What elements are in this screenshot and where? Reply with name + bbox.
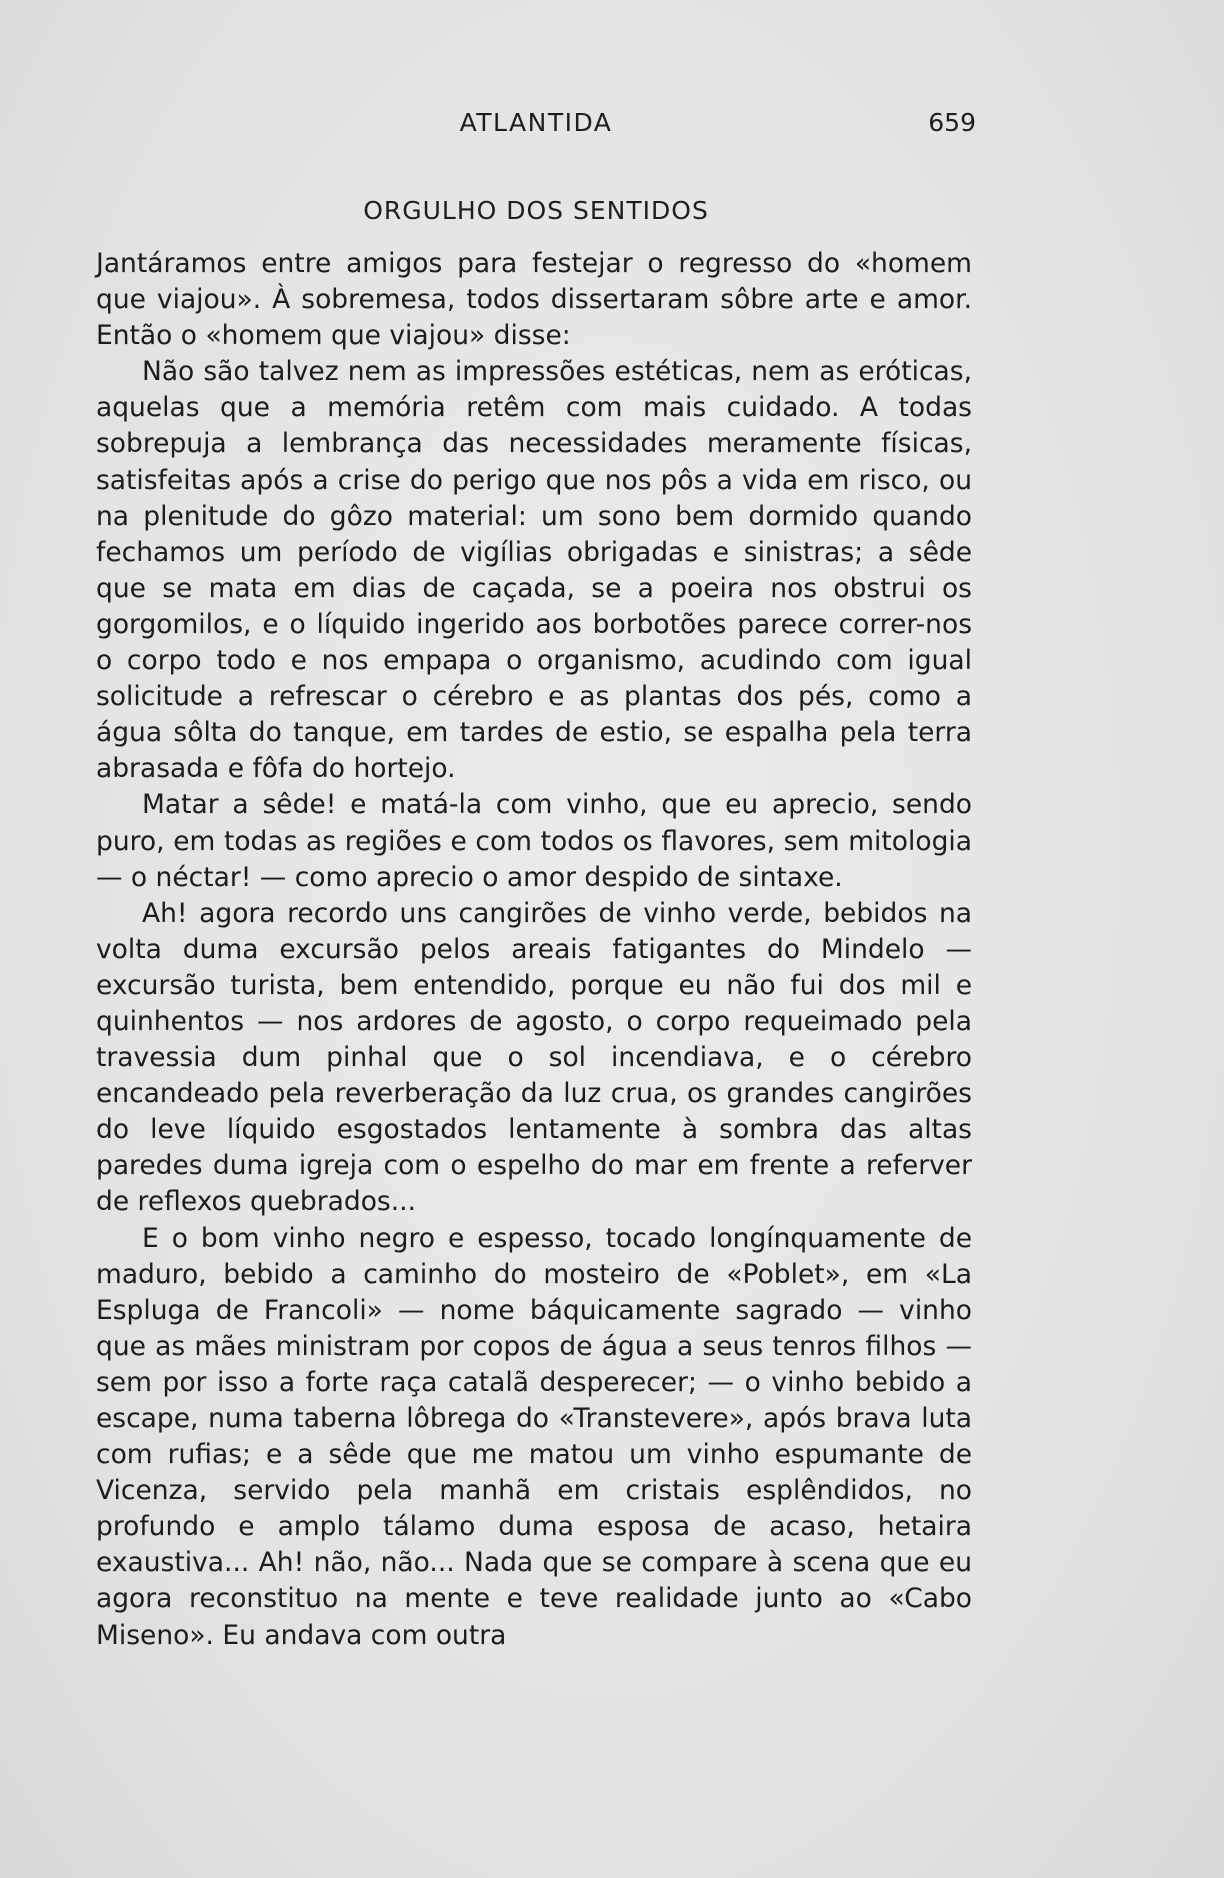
body-text xyxy=(96,246,972,1654)
paragraph: Matar a sêde! e matá-la com vinho, que eu aprecio, sendo puro, em todas as regiões e com todos os flavores, sem mitologia — o néctar! — como aprecio o amor despido de sintaxe. xyxy=(96,789,972,893)
running-header xyxy=(96,108,976,144)
paragraph: Jantáramos entre amigos para festejar o regresso do «homem que viajou». À sobremesa, todos dissertaram sôbre arte e amor. Então o «homem que viajou» disse: xyxy=(96,248,972,352)
running-title: ATLANTIDA xyxy=(459,108,613,137)
paragraph: Não são talvez nem as impressões estéticas, nem as eróticas, aquelas que a memória retêm com mais cuidado. A todas sobrepuja a lembrança das necessidades meramente físicas, satisfeitas após a crise do perigo que nos pôs a vida em risco, ou na plenitude do gôzo material: um sono bem dormido quando fechamos um período de vigílias obrigadas e sinistras; a sêde que se mata em dias de caçada, se a poeira nos obstrui os gorgomilos, e o líquido ingerido aos borbotões parece correr-nos o corpo todo e nos empapa o organismo, acudindo com igual solicitude a refrescar o cérebro e as plantas dos pés, como a água sôlta do tanque, em tardes de estio, se espalha pela terra abrasada e fôfa do hortejo. xyxy=(96,356,972,785)
paragraph: E o bom vinho negro e espesso, tocado longínquamente de maduro, bebido a caminho do mosteiro de «Poblet», em «La Espluga de Francoli» — nome báquicamente sagrado — vinho que as mães ministram por copos de água a seus tenros filhos — sem por isso a forte raça catalã desperecer; — o vinho bebido a escape, numa taberna lôbrega do «Transtevere», após brava luta com rufias; e a sêde que me matou um vinho espumante de Vicenza, servido pela manhã em cristais esplêndidos, no profundo e amplo tálamo duma esposa de acaso, hetaira exaustiva... Ah! não, não... Nada que se compare à scena que eu agora reconstituo na mente e teve realidade junto ao «Cabo Miseno». Eu andava com outra xyxy=(96,1222,972,1651)
paragraph: Ah! agora recordo uns cangirões de vinho verde, bebidos na volta duma excursão pelos areais fatigantes do Mindelo — excursão turista, bem entendido, porque eu não fui dos mil e quinhentos — nos ardores de agosto, o corpo requeimado pela travessia dum pinhal que o sol incendiava, e o cérebro encandeado pela reverberação da luz crua, os grandes cangirões do leve líquido esgostados lentamente à sombra das altas paredes duma igreja com o espelho do mar em frente a referver de reflexos quebrados... xyxy=(96,897,972,1218)
section-title: ORGULHO DOS SENTIDOS xyxy=(363,196,709,225)
page-number: 659 xyxy=(928,108,976,137)
